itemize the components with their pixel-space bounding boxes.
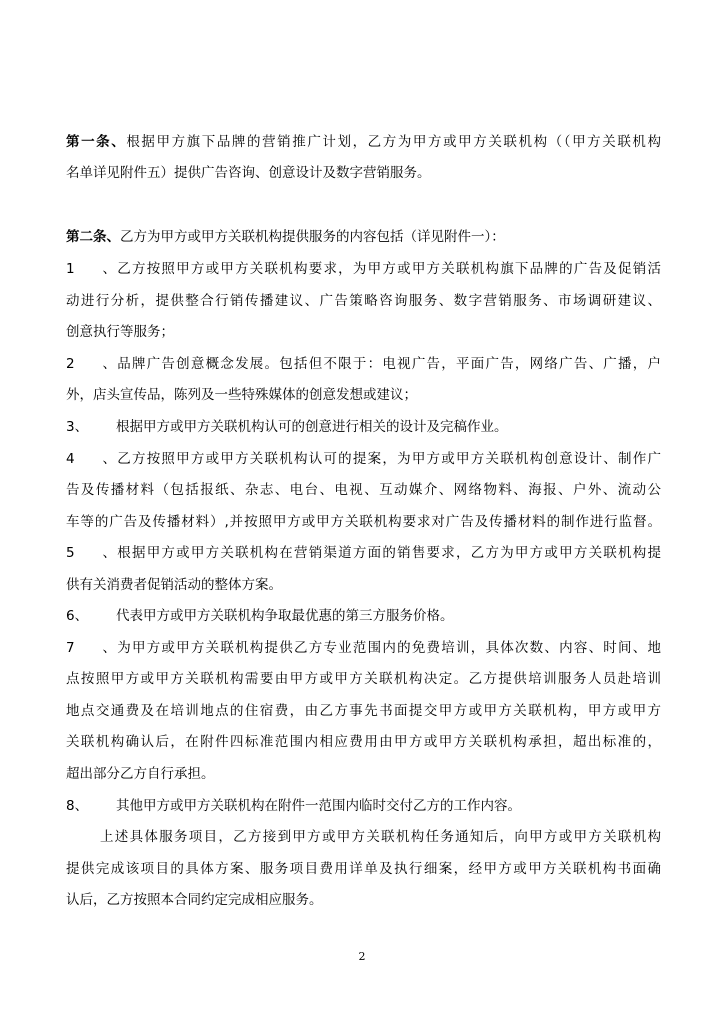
page-number: 2	[358, 950, 366, 963]
item-number: 2、	[66, 356, 116, 372]
item-text: 品牌广告创意概念发展。包括但不限于：电视广告，平面广告，网络广告、广播，户	[116, 356, 661, 372]
closing-line: 提供完成该项目的具体方案、服务项目费用详单及执行细案，经甲方或甲方关联机构书面确	[66, 861, 661, 877]
list-item	[66, 259, 661, 279]
item-number: 1、	[66, 261, 116, 277]
list-item	[66, 606, 661, 626]
article-2-text: 乙方为甲方或甲方关联机构提供服务的内容包括（详见附件一）：	[120, 229, 505, 245]
item-number: 3、	[66, 419, 89, 435]
item-continuation: 车等的广告及传播材料）,并按照甲方或甲方关联机构要求对广告及传播材料的制作进行监督。	[66, 514, 661, 530]
item-number: 7、	[66, 640, 116, 656]
list-item	[66, 638, 661, 658]
list-item	[66, 417, 661, 437]
article-1-line-1	[66, 132, 661, 152]
article-2-intro	[66, 227, 661, 247]
item-text: 乙方按照甲方或甲方关联机构要求，为甲方或甲方关联机构旗下品牌的广告及促销活	[116, 261, 661, 277]
item-number: 4、	[66, 451, 116, 467]
item-continuation: 超出部分乙方自行承担。	[66, 766, 215, 782]
item-number: 8、	[66, 798, 89, 814]
list-item	[66, 354, 661, 374]
item-continuation: 地点交通费及在培训地点的住宿费，由乙方事先书面提交甲方或甲方关联机构，甲方或甲方	[66, 703, 661, 719]
item-continuation: 创意执行等服务；	[66, 324, 174, 340]
item-number: 5、	[66, 545, 116, 561]
item-text: 乙方按照甲方或甲方关联机构认可的提案，为甲方或甲方关联机构创意设计、制作广	[116, 451, 661, 467]
list-item	[66, 449, 661, 469]
article-1-line-2: 名单详见附件五）提供广告咨询、创意设计及数字营销服务。	[66, 165, 431, 181]
closing-line: 上述具体服务项目，乙方接到甲方或甲方关联机构任务通知后，向甲方或甲方关联机构	[100, 829, 661, 845]
item-continuation: 告及传播材料（包括报纸、杂志、电台、电视、互动媒介、网络物料、海报、户外、流动公	[66, 482, 661, 498]
article-1-heading: 第一条、	[66, 134, 127, 150]
item-text: 根据甲方或甲方关联机构认可的创意进行相关的设计及完稿作业。	[116, 419, 508, 435]
article-2-heading: 第二条、	[66, 229, 120, 245]
item-text: 代表甲方或甲方关联机构争取最优惠的第三方服务价格。	[116, 608, 454, 624]
list-item	[66, 543, 661, 563]
item-continuation: 关联机构确认后，在附件四标准范围内相应费用由甲方或甲方关联机构承担，超出标准的，	[66, 734, 661, 750]
item-continuation: 供有关消费者促销活动的整体方案。	[66, 577, 282, 593]
item-continuation: 动进行分析，提供整合行销传播建议、广告策略咨询服务、数字营销服务、市场调研建议、	[66, 293, 661, 309]
item-number: 6、	[66, 608, 89, 624]
list-item	[66, 796, 661, 816]
item-text: 其他甲方或甲方关联机构在附件一范围内临时交付乙方的工作内容。	[116, 798, 521, 814]
item-continuation: 外，店头宣传品，陈列及一些特殊媒体的创意发想或建议；	[66, 387, 417, 403]
item-text: 为甲方或甲方关联机构提供乙方专业范围内的免费培训，具体次数、内容、时间、地	[116, 640, 661, 656]
item-continuation: 点按照甲方或甲方关联机构需要由甲方或甲方关联机构决定。乙方提供培训服务人员赴培训	[66, 671, 661, 687]
closing-line: 认后，乙方按照本合同约定完成相应服务。	[66, 892, 323, 908]
item-text: 根据甲方或甲方关联机构在营销渠道方面的销售要求，乙方为甲方或甲方关联机构提	[116, 545, 661, 561]
article-1-text: 根据甲方旗下品牌的营销推广计划，乙方为甲方或甲方关联机构（（甲方关联机构	[126, 134, 661, 150]
